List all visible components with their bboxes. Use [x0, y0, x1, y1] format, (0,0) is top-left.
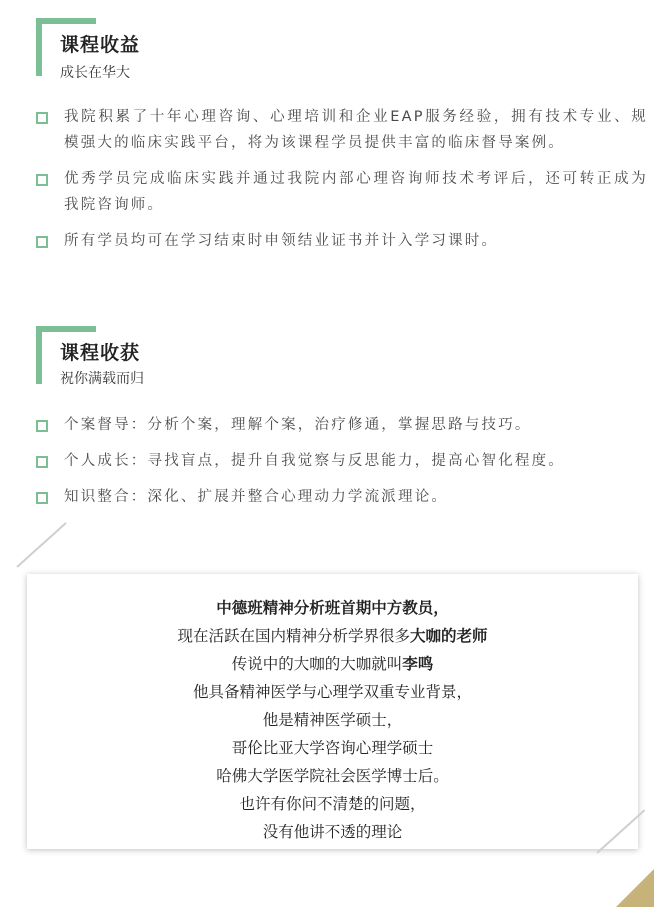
square-bullet-icon: [36, 112, 48, 124]
intro-line: 没有他讲不透的理论: [262, 823, 403, 841]
card-fold-top-left: [16, 522, 66, 568]
section-title: 课程收益: [60, 34, 141, 56]
intro-line: 也许有你问不清楚的问题，: [239, 795, 426, 813]
gains-list: [36, 412, 648, 520]
intro-line: 哈佛大学医学院社会医学博士后。: [216, 767, 449, 785]
section-title: 课程收获: [60, 342, 141, 364]
list-item: 知识整合：深化、扩展并整合心理动力学流派理论。: [36, 484, 648, 510]
teacher-intro-text: [27, 594, 638, 846]
square-bullet-icon: [36, 492, 48, 504]
intro-line: 中德班精神分析班首期中方教员，: [216, 599, 449, 617]
list-item: 个案督导：分析个案，理解个案，治疗修通，掌握思路与技巧。: [36, 412, 648, 438]
teacher-intro-card: [27, 574, 638, 849]
square-bullet-icon: [36, 236, 48, 248]
intro-line: 哥伦比亚大学咨询心理学硕士: [231, 739, 434, 757]
square-bullet-icon: [36, 174, 48, 186]
square-bullet-icon: [36, 456, 48, 468]
benefits-list: [36, 104, 648, 264]
corner-decoration: [616, 869, 654, 907]
intro-line: 他是精神医学硕士，: [262, 711, 403, 729]
intro-line: 传说中的大咖的大咖就叫李鸣: [231, 655, 434, 673]
square-bullet-icon: [36, 420, 48, 432]
intro-line: 现在活跃在国内精神分析学界很多大咖的老师: [177, 627, 488, 645]
list-item: 我院积累了十年心理咨询、心理培训和企业EAP服务经验，拥有技术专业、规模强大的临床实践平台，将为该课程学员提供丰富的临床督导案例。: [36, 104, 648, 156]
list-item: 优秀学员完成临床实践并通过我院内部心理咨询师技术考评后，还可转正成为我院咨询师。: [36, 166, 648, 218]
list-item: 个人成长：寻找盲点，提升自我觉察与反思能力，提高心智化程度。: [36, 448, 648, 474]
section-subtitle: 祝你满载而归: [60, 371, 144, 387]
section-subtitle: 成长在华大: [60, 65, 130, 81]
list-item: 所有学员均可在学习结束时申领结业证书并计入学习课时。: [36, 228, 648, 254]
intro-line: 他具备精神医学与心理学双重专业背景，: [192, 683, 472, 701]
